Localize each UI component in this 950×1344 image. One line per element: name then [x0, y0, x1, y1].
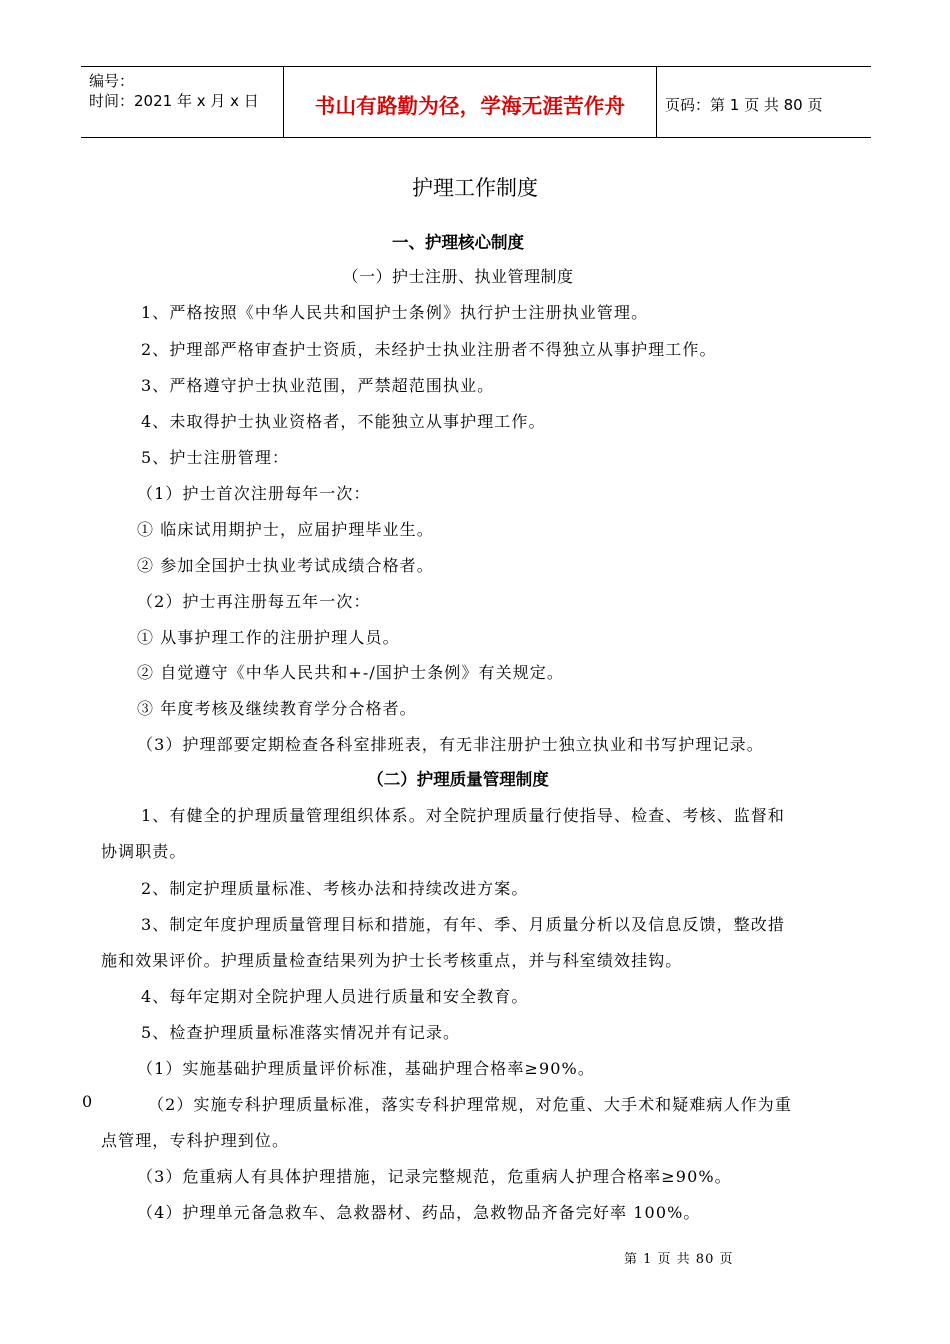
motto-text: 书山有路勤为径，学海无涯苦作舟 — [314, 94, 626, 118]
paragraph-line: （1）实施基础护理质量评价标准，基础护理合格率≥90%。 — [137, 1059, 595, 1078]
subsection-heading-quality: （二）护理质量管理制度 — [367, 770, 549, 789]
stray-mark: 0 — [82, 1092, 93, 1111]
serial-label: 编号： — [89, 72, 135, 90]
sub-item-line: ③ 年度考核及继续教育学分合格者。 — [137, 699, 417, 718]
header-right-cell — [657, 67, 871, 137]
paragraph-line: 3、严格遵守护士执业范围，严禁超范围执业。 — [141, 376, 495, 395]
page-title: 护理工作制度 — [412, 176, 538, 200]
sub-item-line: （1）护士首次注册每年一次： — [137, 484, 371, 503]
sub-item-line: （3）护理部要定期检查各科室排班表，有无非注册护士独立执业和书写护理记录。 — [137, 735, 764, 754]
paragraph-line: 4、每年定期对全院护理人员进行质量和安全教育。 — [141, 987, 529, 1006]
paragraph-line: 1、严格按照《中华人民共和国护士条例》执行护士注册执业管理。 — [141, 303, 649, 322]
sub-item-line: ① 临床试用期护士，应届护理毕业生。 — [137, 520, 434, 539]
sub-item-line: （2）护士再注册每五年一次： — [137, 592, 371, 611]
date-label: 时间：2021 年 x 月 x 日 — [89, 92, 259, 110]
paragraph-line: （2）实施专科护理质量标准，落实专科护理常规，对危重、大手术和疑难病人作为重 — [148, 1095, 792, 1114]
page-code: 页码：第 1 页 共 80 页 — [665, 96, 823, 114]
paragraph-line: 1、有健全的护理质量管理组织体系。对全院护理质量行使指导、检查、考核、监督和 — [141, 806, 785, 825]
paragraph-line: 施和效果评价。护理质量检查结果列为护士长考核重点，并与科室绩效挂钩。 — [101, 951, 683, 970]
paragraph-line: （3）危重病人有具体护理措施，记录完整规范，危重病人护理合格率≥90%。 — [137, 1167, 732, 1186]
sub-item-line: ① 从事护理工作的注册护理人员。 — [137, 628, 400, 647]
paragraph-line: 5、检查护理质量标准落实情况并有记录。 — [141, 1023, 461, 1042]
paragraph-line: 4、未取得护士执业资格者，不能独立从事护理工作。 — [141, 412, 546, 431]
paragraph-line: 2、制定护理质量标准、考核办法和持续改进方案。 — [141, 879, 529, 898]
paragraph-line: 协调职责。 — [101, 842, 187, 861]
sub-item-line: ② 自觉遵守《中华人民共和+-/国护士条例》有关规定。 — [137, 663, 564, 682]
sub-item-line: ② 参加全国护士执业考试成绩合格者。 — [137, 556, 434, 575]
paragraph-line: 3、制定年度护理质量管理目标和措施，有年、季、月质量分析以及信息反馈，整改措 — [141, 915, 785, 934]
subsection-heading-registration: （一）护士注册、执业管理制度 — [342, 267, 574, 286]
paragraph-line: 5、护士注册管理： — [141, 448, 290, 467]
document-header — [81, 66, 871, 138]
header-middle-cell — [284, 67, 657, 137]
paragraph-line: （4）护理单元备急救车、急救器材、药品，急救物品齐备完好率 100%。 — [137, 1203, 701, 1222]
page-footer: 第 1 页 共 80 页 — [624, 1252, 734, 1267]
section-heading: 一、护理核心制度 — [392, 233, 524, 252]
header-left-cell — [81, 67, 284, 137]
paragraph-line: 点管理，专科护理到位。 — [101, 1131, 290, 1150]
paragraph-line: 2、护理部严格审查护士资质，未经护士执业注册者不得独立从事护理工作。 — [141, 340, 717, 359]
